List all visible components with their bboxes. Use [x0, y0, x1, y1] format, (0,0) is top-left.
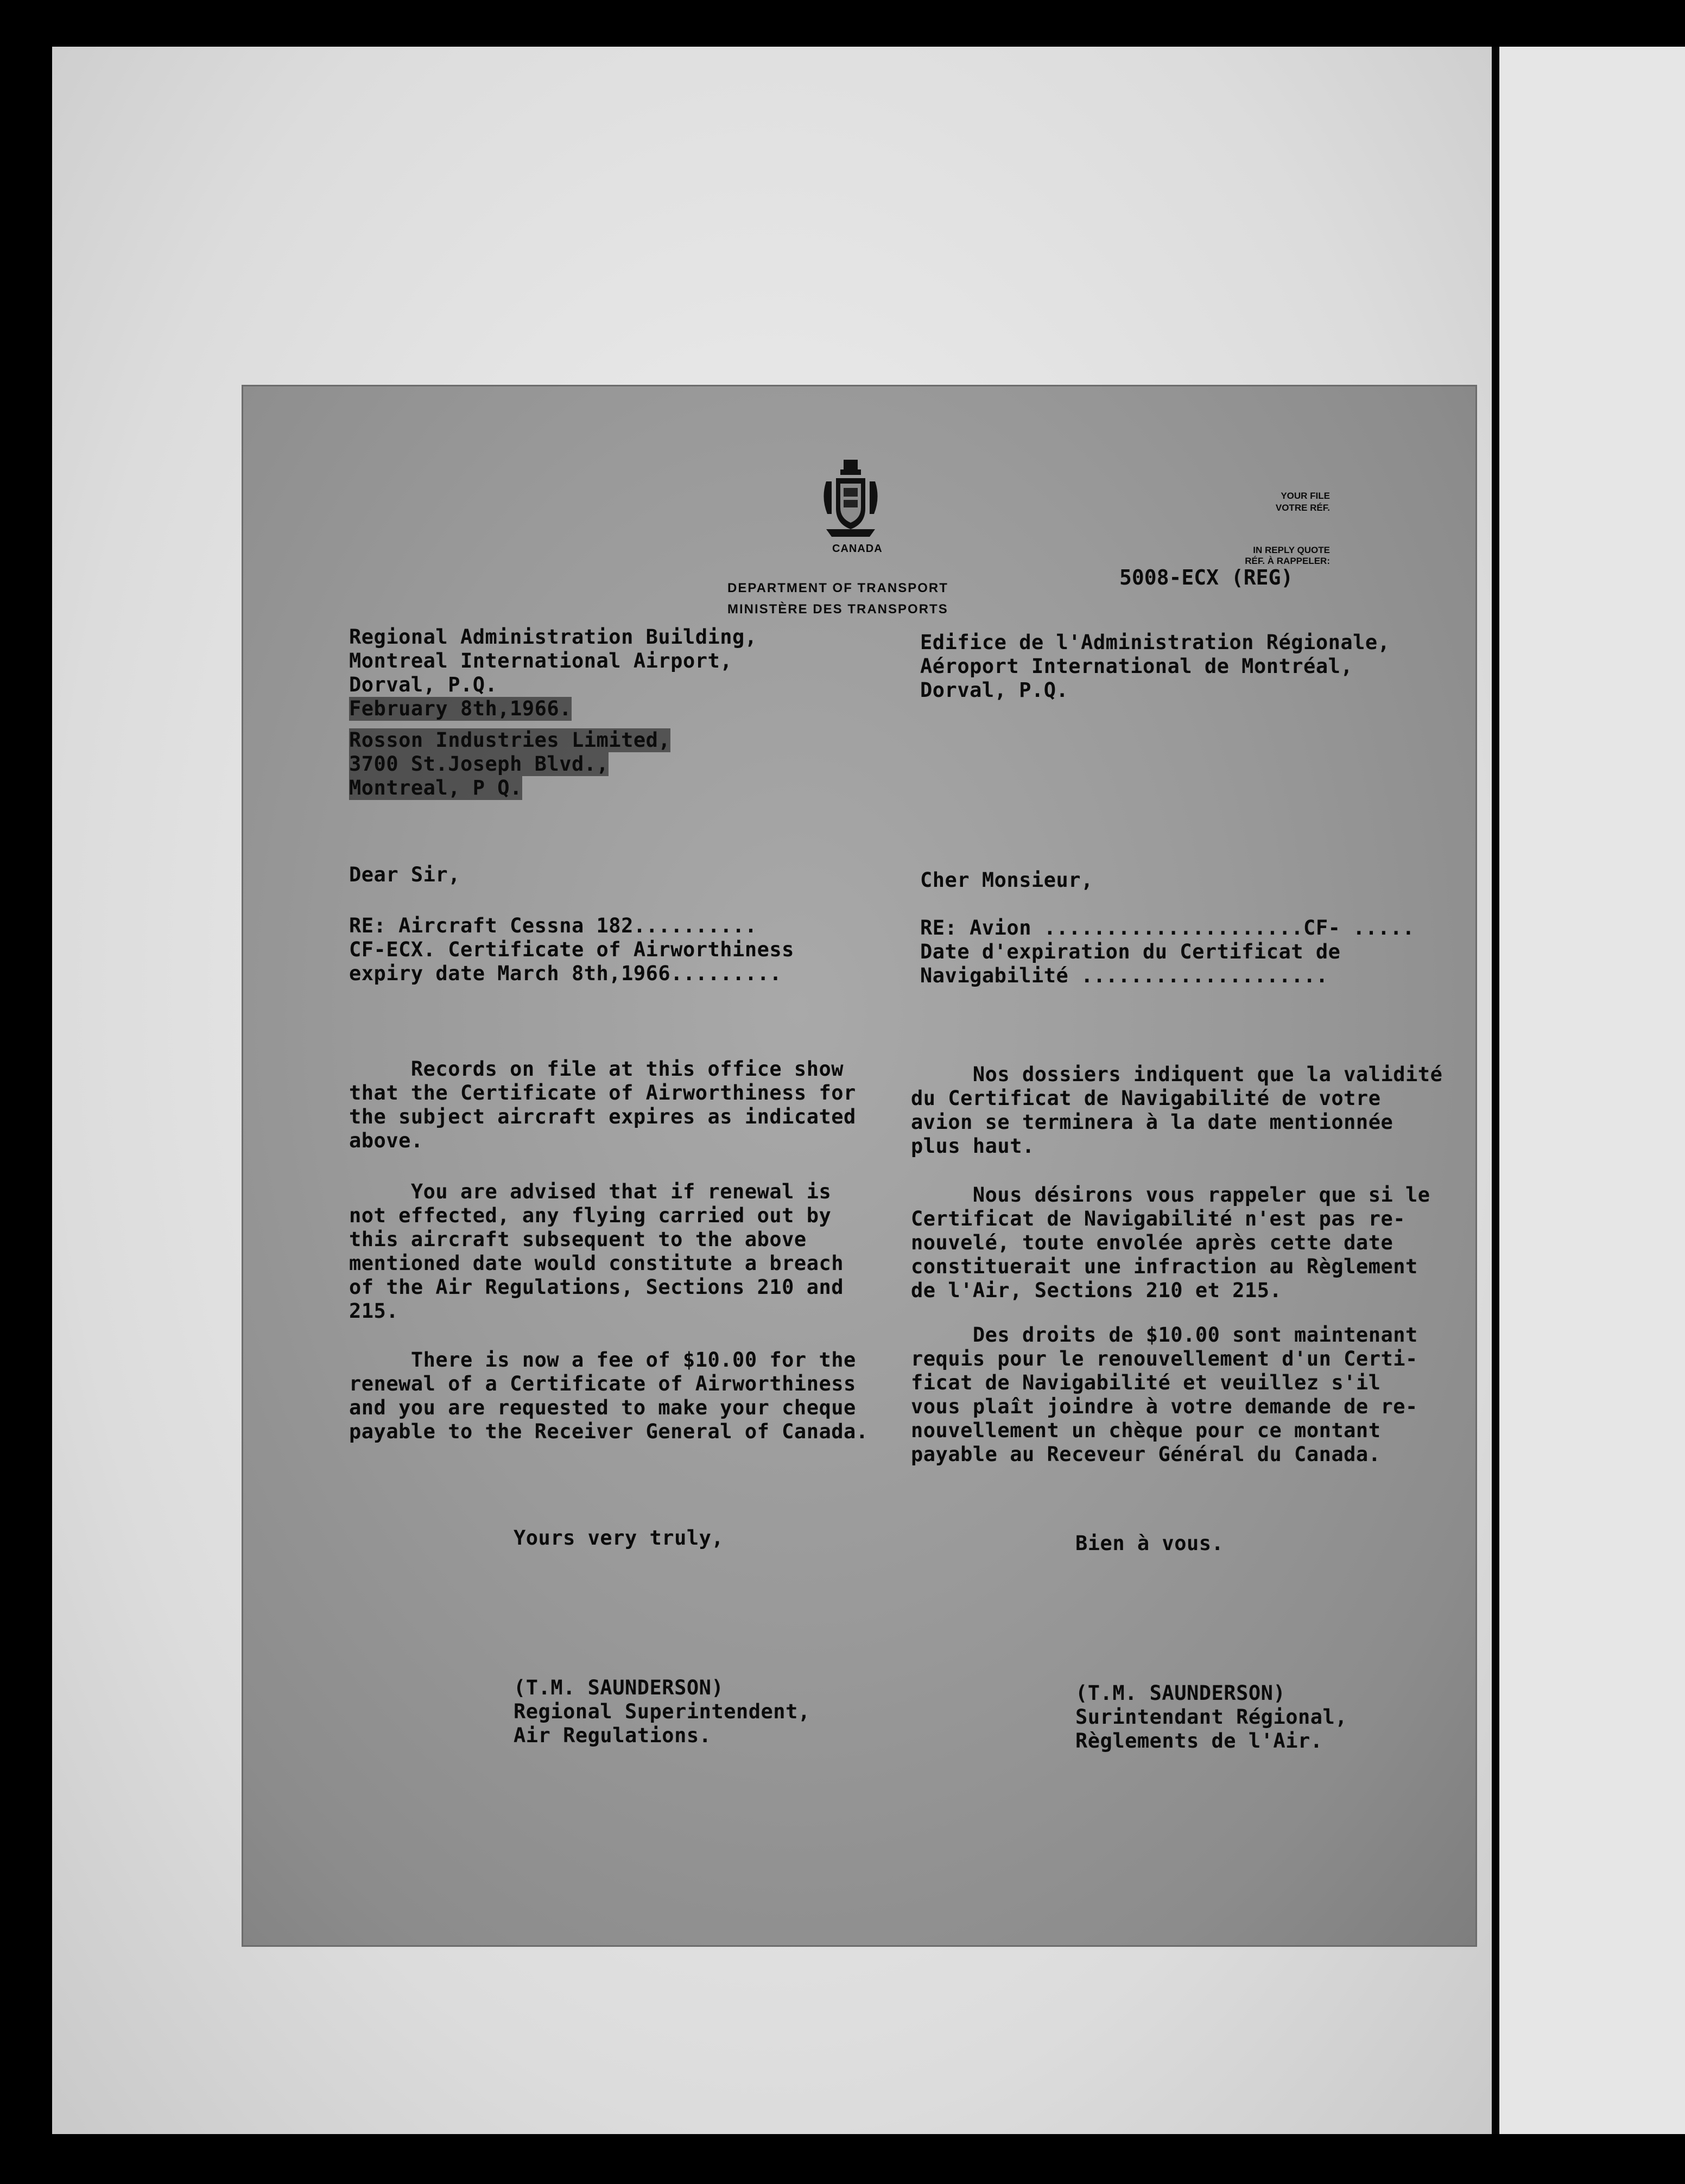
- sender-en-line1: Regional Administration Building,: [349, 625, 757, 649]
- your-file-label-fr: VOTRE RÉF.: [1275, 503, 1330, 513]
- body-fr-p2-line5: de l'Air, Sections 210 et 215.: [911, 1279, 1282, 1302]
- sender-fr-line2: Aéroport International de Montréal,: [920, 655, 1353, 678]
- film-bottom-border: [0, 2134, 1685, 2184]
- body-fr-p3-line1: Des droits de $10.00 sont maintenant: [911, 1323, 1418, 1347]
- canada-coat-of-arms-icon: [815, 460, 886, 541]
- signature-en-title2: Air Regulations.: [514, 1724, 712, 1747]
- body-fr-p1-line2: du Certificat de Navigabilité de votre: [911, 1087, 1381, 1110]
- sender-fr-line3: Dorval, P.Q.: [920, 678, 1069, 702]
- body-fr-p2-line2: Certificat de Navigabilité n'est pas re-: [911, 1207, 1406, 1230]
- salutation-en: Dear Sir,: [349, 863, 460, 886]
- body-fr-p3-line3: ficat de Navigabilité et veuillez s'il: [911, 1371, 1381, 1394]
- sender-fr-line1: Edifice de l'Administration Régionale,: [920, 631, 1390, 654]
- crest-caption: CANADA: [832, 543, 883, 555]
- recipient-line3: Montreal, P Q.: [349, 776, 522, 799]
- closing-fr: Bien à vous.: [1075, 1532, 1224, 1555]
- signature-en-title1: Regional Superintendent,: [514, 1700, 810, 1723]
- re-fr-line1: RE: Avion .....................CF- .....: [920, 916, 1415, 939]
- closing-en: Yours very truly,: [514, 1526, 724, 1550]
- film-edge-band: [1497, 47, 1685, 2134]
- body-fr-p2-line3: nouvelé, toute envolée après cette date: [911, 1231, 1393, 1254]
- signature-fr-title2: Règlements de l'Air.: [1075, 1729, 1323, 1753]
- body-en-p1-line2: that the Certificate of Airworthiness for: [349, 1081, 856, 1104]
- body-en-p3-line1: There is now a fee of $10.00 for the: [349, 1348, 856, 1372]
- letter-sheet: [243, 386, 1475, 1945]
- film-edge-line: [1492, 47, 1499, 2134]
- body-en-p3-line3: and you are requested to make your cheque: [349, 1396, 856, 1419]
- body-en-p1-line3: the subject aircraft expires as indicated: [349, 1105, 856, 1128]
- body-fr-p3-line2: requis pour le renouvellement d'un Certi-: [911, 1347, 1418, 1370]
- body-en-p2-line6: 215.: [349, 1299, 399, 1323]
- reply-quote-label-en: IN REPLY QUOTE: [1253, 545, 1330, 555]
- body-fr-p3-line6: payable au Receveur Général du Canada.: [911, 1443, 1381, 1466]
- recipient-line1: Rosson Industries Limited,: [349, 728, 671, 752]
- your-file-label-en: YOUR FILE: [1281, 491, 1330, 501]
- body-fr-p2-line4: constituerait une infraction au Règlement: [911, 1255, 1418, 1278]
- sender-en-line2: Montreal International Airport,: [349, 649, 733, 672]
- body-en-p3-line4: payable to the Receiver General of Canada.: [349, 1420, 869, 1443]
- body-en-p2-line4: mentioned date would constitute a breach: [349, 1252, 844, 1275]
- body-en-p2-line3: this aircraft subsequent to the above: [349, 1228, 807, 1251]
- body-fr-p1-line4: plus haut.: [911, 1134, 1035, 1158]
- department-name-en: DEPARTMENT OF TRANSPORT: [727, 581, 948, 595]
- body-fr-p1-line3: avion se terminera à la date mentionnée: [911, 1110, 1393, 1134]
- body-en-p1-line4: above.: [349, 1129, 423, 1152]
- re-en-line3: expiry date March 8th,1966.........: [349, 962, 782, 985]
- re-en-line2: CF-ECX. Certificate of Airworthiness: [349, 938, 794, 961]
- re-fr-line2: Date d'expiration du Certificat de: [920, 940, 1341, 963]
- signature-fr-title1: Surintendant Régional,: [1075, 1705, 1348, 1729]
- signature-en-name: (T.M. SAUNDERSON): [514, 1676, 724, 1699]
- body-fr-p2-line1: Nous désirons vous rappeler que si le: [911, 1183, 1430, 1207]
- body-en-p2-line2: not effected, any flying carried out by: [349, 1204, 832, 1227]
- department-name-fr: MINISTÈRE DES TRANSPORTS: [727, 602, 948, 617]
- body-en-p3-line2: renewal of a Certificate of Airworthiness: [349, 1372, 856, 1395]
- body-fr-p1-line1: Nos dossiers indiquent que la validité: [911, 1063, 1443, 1086]
- reply-quote-label-fr: RÉF. À RAPPELER:: [1245, 556, 1330, 566]
- body-en-p1-line1: Records on file at this office show: [349, 1057, 844, 1081]
- body-fr-p3-line5: nouvellement un chèque pour ce montant: [911, 1419, 1381, 1442]
- re-en-line1: RE: Aircraft Cessna 182..........: [349, 914, 757, 937]
- file-number: 5008-ECX (REG): [1119, 566, 1294, 589]
- recipient-line2: 3700 St.Joseph Blvd.,: [349, 752, 609, 776]
- body-en-p2-line1: You are advised that if renewal is: [349, 1180, 832, 1203]
- re-fr-line3: Navigabilité ....................: [920, 964, 1328, 987]
- sender-en-line3: Dorval, P.Q.: [349, 673, 498, 696]
- body-fr-p3-line4: vous plaît joindre à votre demande de re-: [911, 1395, 1418, 1418]
- salutation-fr: Cher Monsieur,: [920, 868, 1093, 892]
- letter-date: February 8th,1966.: [349, 697, 572, 720]
- body-en-p2-line5: of the Air Regulations, Sections 210 and: [349, 1275, 844, 1299]
- signature-fr-name: (T.M. SAUNDERSON): [1075, 1681, 1286, 1705]
